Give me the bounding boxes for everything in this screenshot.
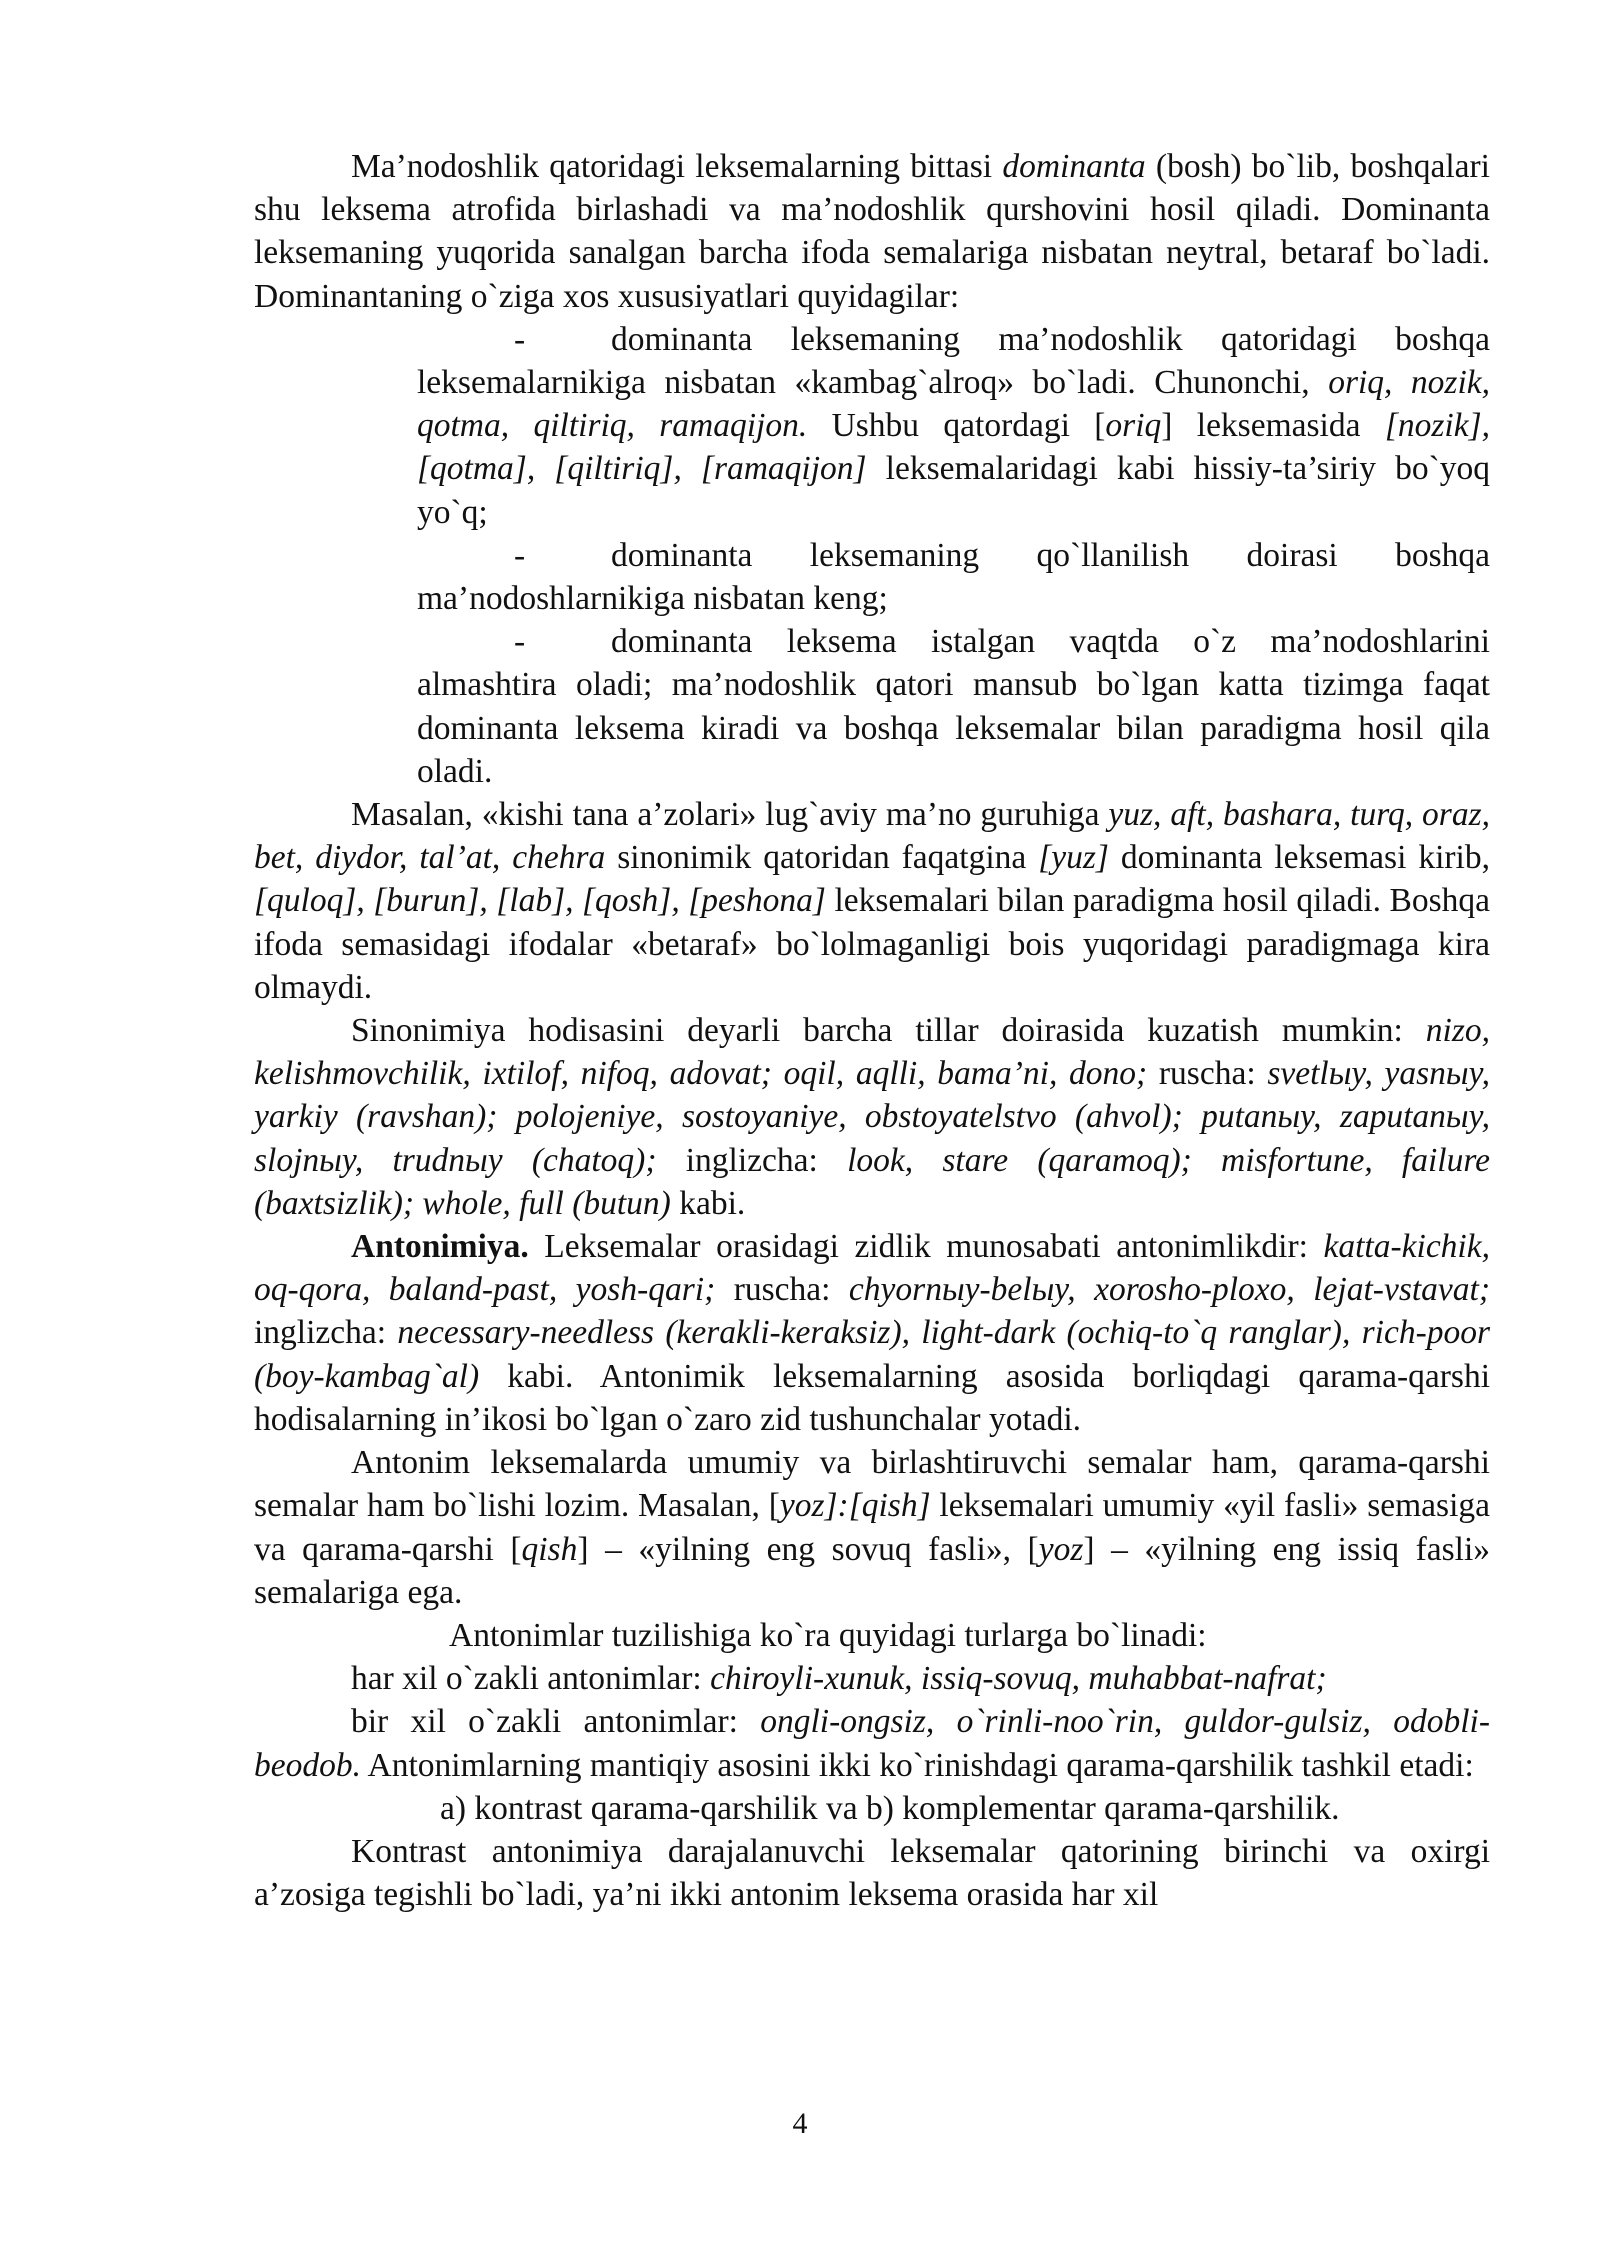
text: dominanta leksemaning qo`llanilish doirasi boshqa ma’nodoshlarnikiga nisbatan keng; [417,536,1490,618]
bullet-dash: - [514,536,526,574]
text: Ma’nodoshlik qatoridagi leksemalarning bittasi [351,148,1003,185]
text: dominanta leksema istalgan vaqtda o`z ma’nodoshlarini almashtira oladi; ma’nodoshlik qatori mansub bo`lgan katta tizimga faqat dominanta leksema kiradi va boshqa leksemalar bilan paradigma hosil qila oladi. [417,623,1490,790]
paragraph-sinonimiya [254,1009,1490,1225]
bullet-dash: - [514,320,526,358]
italic-term: [nozik], [qotma], [qiltiriq], [ramaqijon] [417,407,1490,488]
italic-term: dominanta [1002,148,1146,185]
text: Masalan, «kishi tana a’zolari» lug`aviy ma’no guruhiga [351,796,1109,834]
italic-term: qish [521,1530,578,1568]
text: sinonimik qatoridan faqatgina [605,839,1039,877]
paragraph-antonimiya [254,1225,1490,1441]
paragraph-bir-xil [254,1700,1490,1786]
paragraph-antonim-leksemalar [254,1441,1490,1614]
text: leksemalari bilan paradigma hosil qiladi. Boshqa ifoda semasidagi ifodalar «betaraf» bo`lolmaganligi bois yuqoridagi paradigmaga kira olmaydi. [254,882,1491,1006]
bullet-item-3 [417,620,1490,793]
text: ] – «yilning eng issiq fasli» semalariga ega. [254,1530,1490,1611]
italic-term: chiroyli-xunuk, issiq-sovuq, muhabbat-nafrat; [710,1660,1327,1698]
italic-term: [yuz] [1038,839,1109,877]
text: leksemalari umumiy «yil fasli» semasiga va qarama-qarshi [ [254,1487,1491,1568]
paragraph-kontrast-antonimiya: Kontrast antonimiya darajalanuvchi leksemalar qatorining birinchi va oxirgi a’zosiga tegishli bo`ladi, ya’ni ikki antonim leksema orasida har xil [254,1832,1490,1914]
text: (bosh) bo`lib, boshqalari shu leksema atrofida birlashadi va ma’nodoshlik qurshovini hosil qiladi. Dominanta leksemaning yuqorida sanalgan barcha ifoda semalariga nisbatan neytral, betaraf bo`ladi. Dominantaning o`ziga xos xususiyatlari quyidagilar: [254,148,1490,315]
text: Ushbu qatordagi [ [807,407,1106,445]
italic-term: ongli-ongsiz, o`rinli-noo`rin, guldor-gulsiz, odobli-beodob. [254,1703,1490,1784]
text: inglizcha: [656,1141,848,1179]
text: Antonimlarning mantiqiy asosini ikki ko`rinishdagi qarama-qarshilik tashkil etadi: [361,1746,1474,1784]
text: leksemalaridagi kabi hissiy-ta’siriy bo`yoq yo`q; [417,450,1490,531]
paragraph-har-xil [254,1657,1490,1700]
text: ] – «yilning eng sovuq fasli», [ [577,1530,1039,1568]
text: Sinonimiya hodisasini deyarli barcha tillar doirasida kuzatish mumkin: [351,1012,1426,1050]
paragraph-turlar: Antonimlar tuzilishiga ko`ra quyidagi turlarga bo`linadi: [449,1616,1207,1654]
italic-term: katta-kichik, oq-qora, baland-past, yosh-qari; [254,1228,1490,1309]
italic-term: yuz, aft, bashara, turq, oraz, bet, diydor, tal’at, chehra [254,796,1490,877]
text: dominanta leksemasi kirib, [1108,839,1490,877]
text: ruscha: [1147,1055,1268,1093]
text: ] leksemasida [1161,407,1385,445]
text: kabi. Antonimik leksemalarning asosida borliqdagi qarama-qarshi hodisalarning in’ikosi bo`lgan o`zaro zid tushunchalar yotadi. [254,1357,1490,1438]
text: inglizcha: [254,1314,398,1352]
text: har xil o`zakli antonimlar: [351,1660,711,1698]
bullet-item-2 [417,534,1490,620]
text: Leksemalar orasidagi zidlik munosabati antonimlikdir: [528,1228,1324,1266]
italic-term: necessary-needless (kerakli-keraksiz), light-dark (ochiq-to`q ranglar), rich-poor (boy-kambag`al) [254,1314,1491,1395]
italic-term: oriq [1105,407,1162,445]
text: ruscha: [715,1271,849,1309]
italic-term: nizo, kelishmovchilik, ixtilof, nifoq, adovat; oqil, aqlli, bama’ni, dono; [254,1012,1490,1093]
italic-term: [quloq], [burun], [lab], [qosh], [peshona] [254,882,826,920]
bullet-dash: - [514,623,526,661]
paragraph-kontrast-komplementar: a) kontrast qarama-qarshilik va b) komplementar qarama-qarshilik. [440,1789,1340,1827]
italic-term: oriq, nozik, qotma, qiltiriq, ramaqijon. [417,364,1491,445]
section-heading: Antonimiya. [351,1228,529,1266]
italic-term: yoz]:[qish] [779,1487,931,1525]
text: Antonim leksemalarda umumiy va birlashtiruvchi semalar ham, qarama-qarshi semalar ham bo`lishi lozim. Masalan, [ [254,1444,1490,1525]
bullet-item-1 [417,318,1490,534]
document-page [254,145,1490,1916]
paragraph-dominanta [254,145,1490,318]
italic-term: yoz [1038,1530,1084,1568]
text: kabi. [670,1184,746,1222]
italic-term: svetlыy, yasnыy, yarkiy (ravshan); polojeniye, sostoyaniye, obstoyatelstvo (ahvol); putanыy, zaputanыy, slojnыy, trudnыy (chatoq); [254,1055,1491,1179]
page-number: 4 [792,2107,808,2140]
text: dominanta leksemaning ma’nodoshlik qatoridagi boshqa leksemalarnikiga nisbatan «kambag`alroq» bo`ladi. Chunonchi, [417,320,1490,402]
italic-term: look, stare (qaramoq); misfortune, failure (baxtsizlik); whole, full (butun) [254,1141,1491,1222]
italic-term: chyornыy-belыy, xorosho-ploxo, lejat-vstavat; [848,1271,1490,1309]
text: bir xil o`zakli antonimlar: [351,1703,761,1741]
paragraph-masalan [254,793,1490,1009]
